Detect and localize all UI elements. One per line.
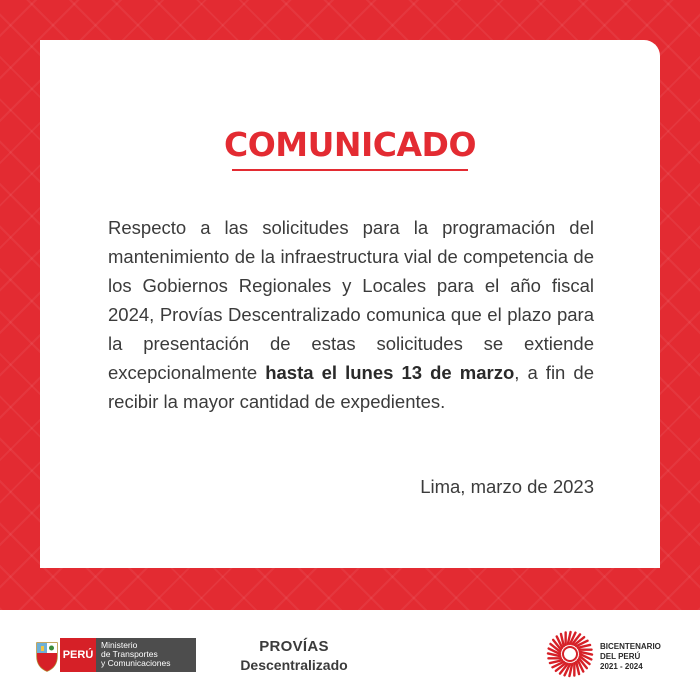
notice-signoff: Lima, marzo de 2023	[420, 476, 594, 497]
bicentenario-line-3: 2021 - 2024	[600, 662, 643, 671]
provias-logo	[232, 638, 356, 674]
ministry-line-2: de Transportes	[101, 649, 158, 659]
bicentenario-text	[600, 642, 661, 672]
bicentenario-line-1: BICENTENARIO	[600, 642, 661, 651]
bicentenario-sun-icon	[546, 630, 594, 678]
peru-logo	[60, 638, 96, 672]
peru-coat-of-arms-icon	[34, 640, 60, 672]
ministry-logo	[96, 638, 196, 672]
provias-name: PROVÍAS	[259, 638, 329, 655]
ministry-line-1: Ministerio	[101, 640, 138, 650]
peru-label: PERÚ	[62, 649, 94, 661]
ministry-line-3: y Comunicaciones	[101, 658, 171, 668]
title-underline	[232, 169, 468, 171]
notice-body	[108, 213, 594, 416]
notice-body-text-2: , a fin de recibir la mayor cantidad de expedientes.	[108, 362, 594, 412]
notice-body-text-1: Respecto a las solicitudes para la programación del mantenimiento de la infraestructura vial de competencia de los Gobiernos Regionales y Locales para el año fiscal 2024, Provías Descentralizado comunica que el plazo para la presentación de estas solicitudes se extiende excepcionalmente	[108, 217, 594, 383]
bicentenario-line-2: DEL PERÚ	[600, 652, 641, 661]
notice-body-deadline: hasta el lunes 13 de marzo	[265, 362, 515, 383]
provias-subtitle: Descentralizado	[240, 657, 348, 673]
notice-title: COMUNICADO	[223, 125, 476, 164]
